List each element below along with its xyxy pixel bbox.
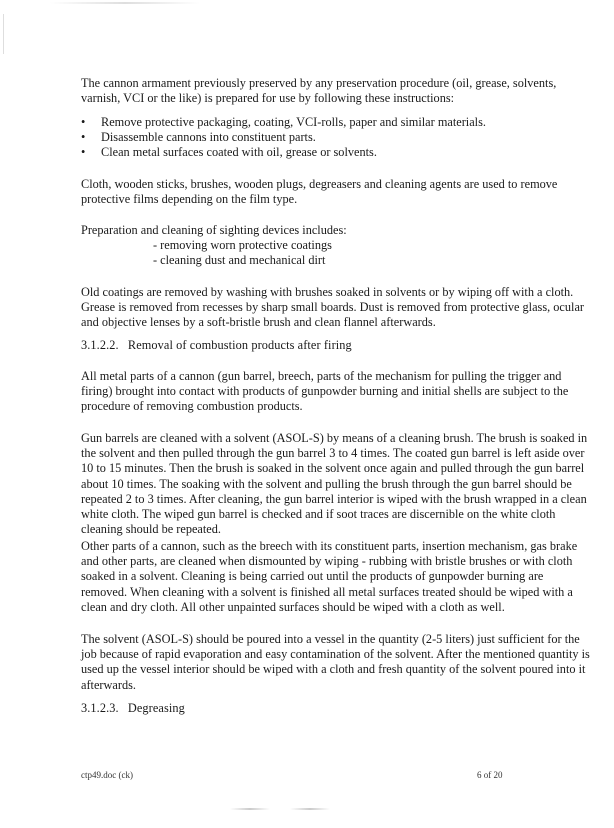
section-number: 3.1.2.3. [81,701,119,715]
bullet-text: Clean metal surfaces coated with oil, grease or solvents. [101,145,377,160]
sighting-devices-section [81,223,591,269]
section-title: Degreasing [127,701,185,715]
bullet-item [81,115,591,130]
bullet-item [81,145,591,160]
section-heading-3123 [81,701,591,716]
footer-filename: ctp49.doc (ck) [81,770,133,780]
sighting-item: - removing worn protective coatings [153,238,332,253]
bullet-item [81,130,591,145]
scan-artifact-left [3,14,4,54]
bullet-icon: • [81,130,86,145]
intro-paragraph: The cannon armament previously preserved by any preservation procedure (oil, grease, solvents, varnish, VCI or the like) is prepared for use by following these instructions: [81,76,557,106]
preparation-bullet-list [81,115,591,161]
sighting-intro: Preparation and cleaning of sighting devices includes: [81,223,347,237]
footer-page-indicator: 6 of 20 [477,770,503,780]
tools-paragraph: Cloth, wooden sticks, brushes, wooden plugs, degreasers and cleaning agents are used to remove protective films depending on the film type. [81,177,558,207]
scan-artifact-top [50,2,200,4]
scan-artifact-bottom [290,808,330,810]
sighting-item: - cleaning dust and mechanical dirt [153,253,326,268]
bullet-icon: • [81,145,86,160]
solvent-paragraph: The solvent (ASOL-S) should be poured into a vessel in the quantity (2-5 liters) just sufficient for the job because of rapid evaporation and easy contamination of the solvent. After the mentioned quantity is used up the vessel interior should be wiped with a cloth and fresh quantity of the solvent poured into it afterwards. [81,632,590,692]
scan-artifact-bottom [230,808,270,810]
metal-parts-paragraph: All metal parts of a cannon (gun barrel, breech, parts of the mechanism for pulling the trigger and firing) brought into contact with products of gunpowder burning and initial shells are subject to the procedure of removing combustion products. [81,369,569,414]
section-heading-3122 [81,338,591,353]
section-number: 3.1.2.2. [81,338,119,352]
bullet-text: Disassemble cannons into constituent parts. [101,130,316,145]
gun-barrels-paragraph: Gun barrels are cleaned with a solvent (ASOL-S) by means of a cleaning brush. The brush is soaked in the solvent and then pulled through the gun barrel 3 to 4 times. The coated gun barrel is left aside over 10 to 15 minutes. Then the brush is soaked in the solvent once again and pulled through the gun barrel about 10 times. The soaking with the solvent and pulling the brush through the gun barrel should be repeated 2 to 3 times. After cleaning, the gun barrel interior is wiped with the brush wrapped in a clean white cloth. The wiped gun barrel is checked and if soot traces are discernible on the white cloth cleaning should be repeated. [81,431,588,537]
bullet-icon: • [81,115,86,129]
other-parts-paragraph: Other parts of a cannon, such as the breech with its constituent parts, insertion mechanism, gas brake and other parts, are cleaned when dismounted by wiping - rubbing with bristle brushes or with cloth soaked in a solvent. Cleaning is being carried out until the products of gunpowder burning are removed. When cleaning with a solvent is finished all metal surfaces treated should be wiped with a clean and dry cloth. All other unpainted surfaces should be wiped with a cloth as well. [81,539,578,614]
bullet-text: Remove protective packaging, coating, VCI-rolls, paper and similar materials. [101,115,486,129]
old-coatings-paragraph: Old coatings are removed by washing with brushes soaked in solvents or by wiping off with a cloth. Grease is removed from recesses by sharp small boards. Dust is removed from protective glass, ocular and objective lenses by a soft-bristle brush and clean flannel afterwards. [81,285,585,330]
section-title: Removal of combustion products after firing [127,338,352,352]
